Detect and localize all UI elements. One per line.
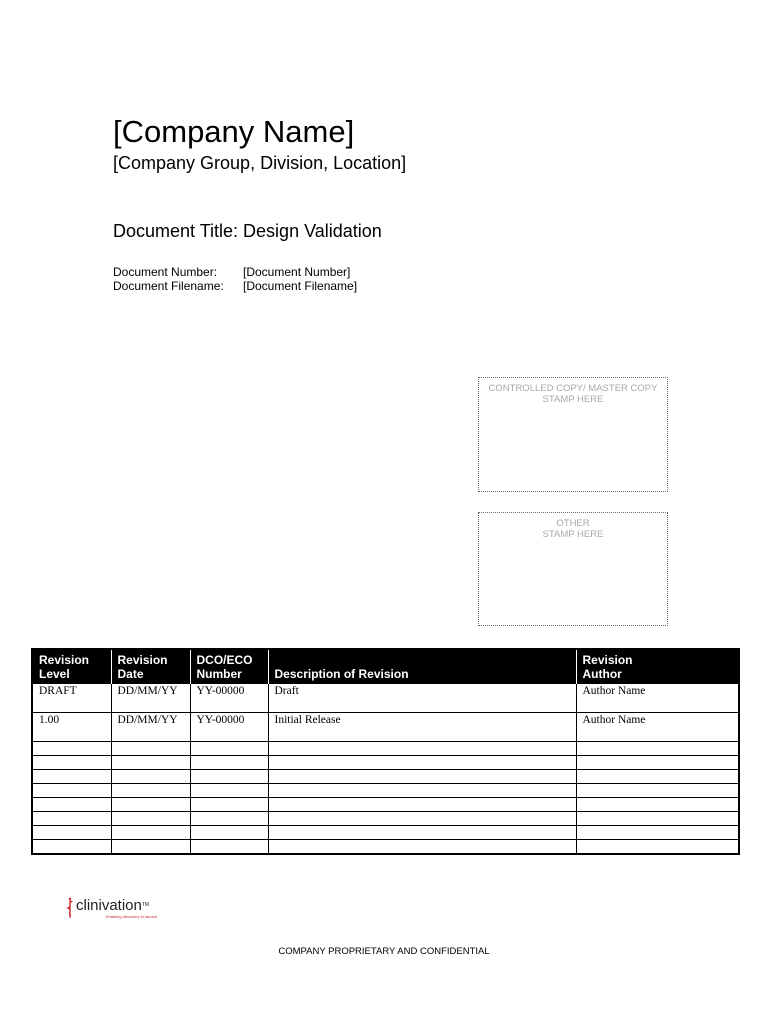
cell-revision-level: [32, 812, 111, 826]
company-group: [Company Group, Division, Location]: [113, 153, 407, 173]
cell-revision-author: Author Name: [576, 713, 739, 742]
stamp1-line1: CONTROLLED COPY/ MASTER COPY: [488, 383, 658, 394]
header-revision-author: Revision Author: [576, 649, 739, 684]
document-filename-row: [113, 279, 357, 293]
stamp2-line1: OTHER: [556, 518, 590, 529]
cell-revision-author: [576, 826, 739, 840]
cell-description: [268, 840, 576, 855]
cell-dco-eco-number: [190, 770, 268, 784]
cell-description: Draft: [268, 684, 576, 713]
table-row: [32, 742, 739, 756]
document-title: Document Title: Design Validation: [113, 221, 382, 241]
stamp2-line2: STAMP HERE: [542, 529, 604, 540]
cell-dco-eco-number: [190, 784, 268, 798]
cell-revision-author: [576, 812, 739, 826]
cell-description: [268, 756, 576, 770]
cell-description: [268, 812, 576, 826]
table-row: [32, 812, 739, 826]
cell-description: [268, 784, 576, 798]
revision-table: [31, 648, 740, 855]
cell-revision-date: [111, 826, 190, 840]
cell-dco-eco-number: YY-00000: [190, 684, 268, 713]
logo-trademark: TM: [141, 902, 150, 908]
cell-revision-date: [111, 812, 190, 826]
cell-revision-level: [32, 798, 111, 812]
clinivation-logo: [66, 897, 157, 919]
cell-revision-level: [32, 770, 111, 784]
cell-revision-author: [576, 798, 739, 812]
document-number-row: [113, 265, 357, 279]
cell-revision-author: [576, 756, 739, 770]
cell-revision-date: [111, 742, 190, 756]
cell-dco-eco-number: [190, 840, 268, 855]
cell-description: [268, 798, 576, 812]
cell-dco-eco-number: YY-00000: [190, 713, 268, 742]
header-revision-level: Revision Level: [32, 649, 111, 684]
document-meta: [113, 265, 357, 293]
header-dco-eco-number: DCO/ECO Number: [190, 649, 268, 684]
footer-confidential: COMPANY PROPRIETARY AND CONFIDENTIAL: [278, 946, 490, 957]
header-description: Description of Revision: [268, 649, 576, 684]
cell-revision-author: [576, 742, 739, 756]
cell-revision-level: [32, 784, 111, 798]
table-row: [32, 756, 739, 770]
table-row: [32, 713, 739, 742]
table-row: [32, 784, 739, 798]
logo-tagline: Enabling discovery to launch: [106, 914, 157, 919]
document-filename-label: Document Filename:: [113, 279, 224, 293]
cell-revision-level: [32, 756, 111, 770]
cell-dco-eco-number: [190, 742, 268, 756]
table-row: [32, 840, 739, 855]
table-row: [32, 770, 739, 784]
table-row: [32, 826, 739, 840]
cell-revision-date: [111, 770, 190, 784]
cell-dco-eco-number: [190, 812, 268, 826]
cell-revision-date: [111, 798, 190, 812]
cell-revision-author: [576, 784, 739, 798]
cell-revision-author: [576, 770, 739, 784]
controlled-copy-stamp-box: [478, 377, 668, 492]
company-name: [Company Name]: [113, 114, 355, 149]
cell-revision-level: [32, 826, 111, 840]
cell-revision-level: DRAFT: [32, 684, 111, 713]
table-row: [32, 798, 739, 812]
cell-revision-date: [111, 840, 190, 855]
cell-revision-author: [576, 840, 739, 855]
cell-revision-author: Author Name: [576, 684, 739, 713]
document-number-label: Document Number:: [113, 265, 218, 279]
document-number-value: [Document Number]: [243, 265, 351, 279]
caduceus-icon: [66, 897, 74, 919]
cell-description: [268, 742, 576, 756]
document-filename-value: [Document Filename]: [243, 279, 358, 293]
stamp1-line2: STAMP HERE: [542, 394, 604, 405]
cell-dco-eco-number: [190, 826, 268, 840]
table-row: [32, 684, 739, 713]
cell-dco-eco-number: [190, 798, 268, 812]
cell-description: [268, 770, 576, 784]
cell-revision-level: 1.00: [32, 713, 111, 742]
cell-revision-date: [111, 756, 190, 770]
cell-revision-date: DD/MM/YY: [111, 713, 190, 742]
cell-revision-level: [32, 840, 111, 855]
header-revision-date: Revision Date: [111, 649, 190, 684]
cell-revision-level: [32, 742, 111, 756]
revision-table-header: [32, 649, 739, 684]
cell-revision-date: DD/MM/YY: [111, 684, 190, 713]
cell-description: [268, 826, 576, 840]
cell-description: Initial Release: [268, 713, 576, 742]
other-stamp-box: [478, 512, 668, 626]
logo-name: clinivationTM: [76, 897, 150, 914]
cell-dco-eco-number: [190, 756, 268, 770]
cell-revision-date: [111, 784, 190, 798]
